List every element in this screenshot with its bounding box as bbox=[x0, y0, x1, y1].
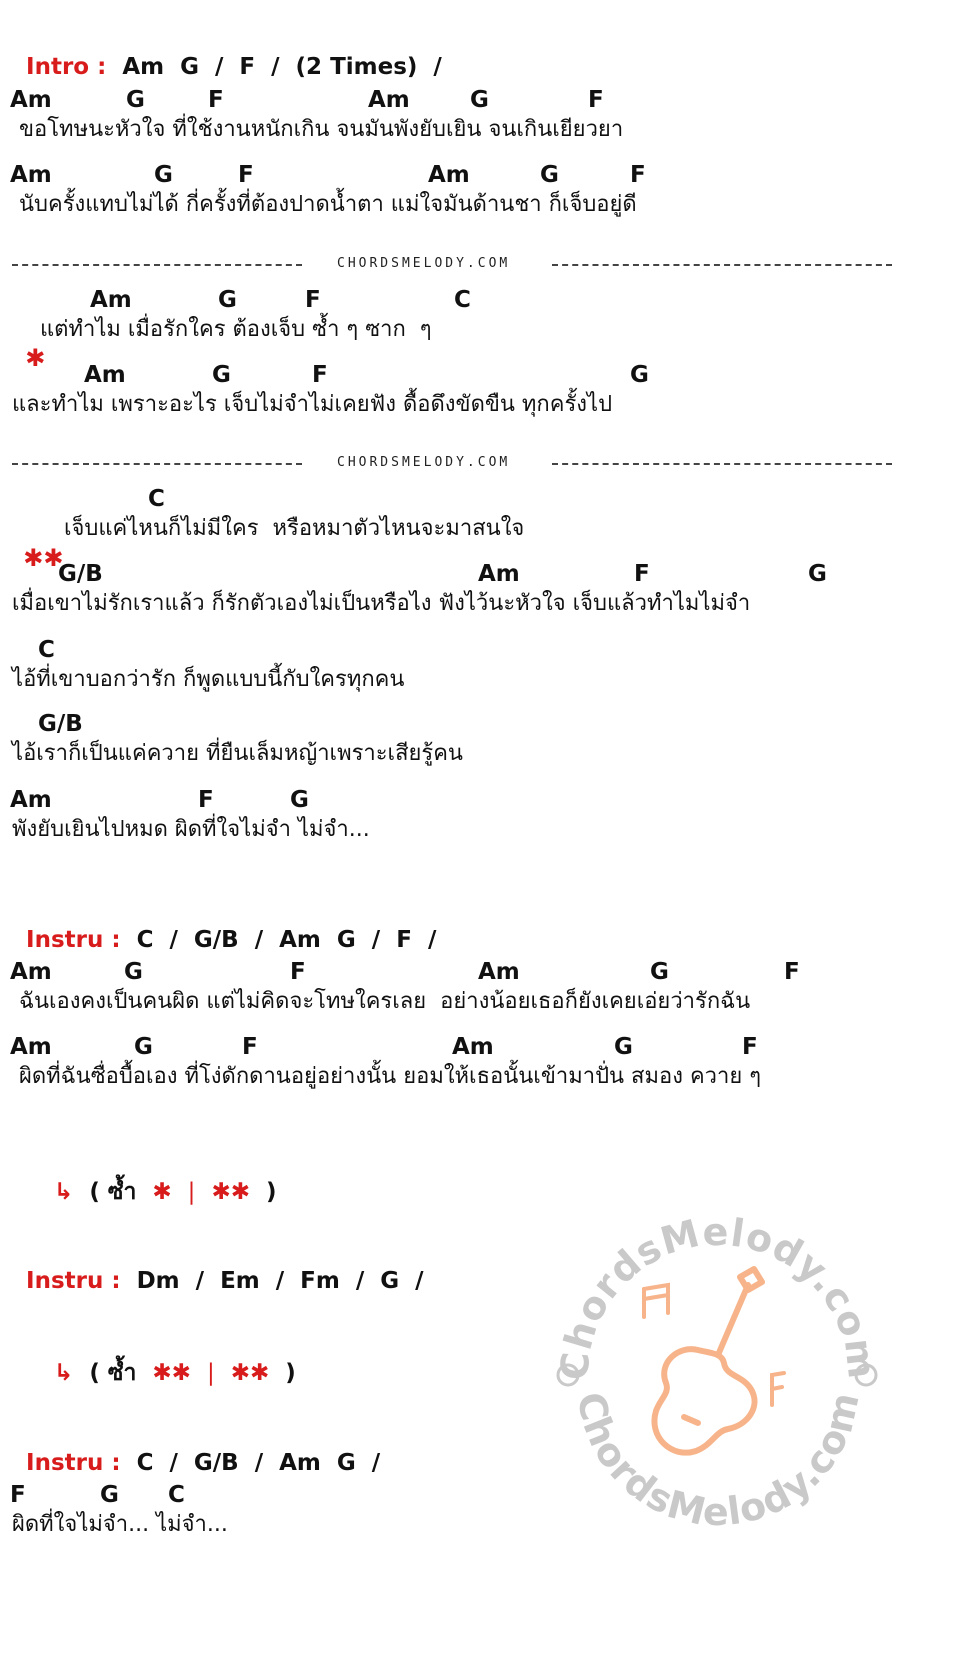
chord: F bbox=[630, 162, 646, 188]
chord: F bbox=[742, 1034, 758, 1060]
watermark-text-bottom: ChordsMelody.com bbox=[568, 1387, 868, 1535]
chord: Am bbox=[10, 87, 52, 113]
chord: Am bbox=[452, 1034, 494, 1060]
guitar-logo-icon bbox=[548, 1185, 888, 1545]
chord: G bbox=[154, 162, 173, 188]
chord: G bbox=[218, 287, 237, 313]
music-note-icon bbox=[644, 1285, 668, 1317]
repeat-instruction bbox=[38, 1328, 296, 1388]
double-asterisk-icon: ✱✱ bbox=[230, 1360, 270, 1386]
instru-label: Instru : bbox=[26, 1450, 121, 1476]
instru-line bbox=[10, 895, 436, 955]
instru-line bbox=[10, 1418, 380, 1478]
chord: Am bbox=[10, 959, 52, 985]
lyric-line: นับครั้งแทบไม่ได้ กี่ครั้งที่ต้องปาดน้ำตา แม่ใจมันด้านชา ก็เจ็บอยู่ดี bbox=[12, 192, 637, 217]
chord: F bbox=[198, 787, 214, 813]
chord: Am bbox=[10, 162, 52, 188]
guitar-icon bbox=[654, 1269, 762, 1453]
double-asterisk-icon: ✱✱ bbox=[211, 1179, 250, 1205]
divider-bar: | bbox=[206, 1360, 215, 1386]
chord: G bbox=[100, 1482, 119, 1508]
section-separator bbox=[12, 453, 892, 473]
instru-sequence: Dm / Em / Fm / G / bbox=[136, 1268, 424, 1294]
chord: F bbox=[208, 87, 224, 113]
chord: F bbox=[290, 959, 306, 985]
chordsmelody-watermark bbox=[548, 1185, 888, 1545]
chord: G bbox=[126, 87, 145, 113]
chord: C bbox=[168, 1482, 185, 1508]
chord: G bbox=[212, 362, 231, 388]
chord: G/B bbox=[58, 561, 103, 587]
chord: F bbox=[588, 87, 604, 113]
chord: F bbox=[10, 1482, 26, 1508]
return-arrow-icon: ↳ bbox=[54, 1360, 74, 1386]
chord: C bbox=[454, 287, 471, 313]
chord: F bbox=[242, 1034, 258, 1060]
chord: G/B bbox=[38, 711, 83, 737]
chord: F bbox=[238, 162, 254, 188]
chord: Am bbox=[368, 87, 410, 113]
instru-sequence: C / G/B / Am G / F / bbox=[136, 927, 437, 953]
repeat-close: ) bbox=[285, 1360, 296, 1386]
intro-sequence: Am G / F / (2 Times) / bbox=[122, 54, 442, 80]
repeat-instruction bbox=[38, 1147, 277, 1207]
chord: G bbox=[540, 162, 559, 188]
lyric-line: และทำไม เพราะอะไร เจ็บไม่จำไม่เคยฟัง ดื้อดึงขัดขืน ทุกครั้งไป bbox=[12, 392, 613, 417]
chord: Am bbox=[428, 162, 470, 188]
chorus-marker bbox=[8, 513, 63, 573]
double-asterisk-icon: ✱✱ bbox=[152, 1360, 191, 1386]
lyric-line: ไอ้ที่เขาบอกว่ารัก ก็พูดแบบนี้กับใครทุกคน bbox=[12, 667, 405, 692]
separator-brand: CHORDSMELODY.COM bbox=[337, 256, 511, 271]
chord: G bbox=[614, 1034, 633, 1060]
lyric-line: เจ็บแค่ไหนก็ไม่มีใคร หรือหมาตัวไหนจะมาสนใจ bbox=[64, 516, 525, 541]
chord: Am bbox=[84, 362, 126, 388]
chord: Am bbox=[10, 1034, 52, 1060]
lyric-line: ไอ้เราก็เป็นแค่ควาย ที่ยืนเล็มหญ้าเพราะเสียรู้คน bbox=[12, 741, 463, 766]
chord: G bbox=[470, 87, 489, 113]
chord: C bbox=[148, 486, 165, 512]
asterisk-icon: ✱ bbox=[25, 344, 46, 372]
repeat-close: ) bbox=[266, 1179, 277, 1205]
lyric-line: ผิดที่ฉันซื่อบื้อเอง ที่โง่ดักดานอยู่อย่างนั้น ยอมให้เธอนั้นเข้ามาปั่น สมอง ควาย ๆ bbox=[12, 1064, 762, 1089]
chord: G bbox=[290, 787, 309, 813]
asterisk-icon: ✱ bbox=[152, 1179, 172, 1205]
chord: G bbox=[134, 1034, 153, 1060]
repeat-open: ( ซ้ำ bbox=[89, 1179, 137, 1205]
lyric-line: ขอโทษนะหัวใจ ที่ใช้งานหนักเกิน จนมันพังยับเยิน จนเกินเยียวยา bbox=[12, 117, 624, 142]
chord: C bbox=[38, 637, 55, 663]
lyric-line: ฉันเองคงเป็นคนผิด แต่ไม่คิดจะโทษใครเลย อย่างน้อยเธอก็ยังเคยเอ่ยว่ารักฉัน bbox=[12, 989, 751, 1014]
lyric-line: ผิดที่ใจไม่จำ... ไม่จำ... bbox=[12, 1512, 228, 1537]
intro-label: Intro : bbox=[26, 54, 107, 80]
lyric-line: พังยับเยินไปหมด ผิดที่ใจไม่จำ ไม่จำ... bbox=[12, 817, 370, 842]
divider-bar: | bbox=[187, 1179, 196, 1205]
separator-brand: CHORDSMELODY.COM bbox=[337, 455, 511, 470]
instru-label: Instru : bbox=[26, 927, 121, 953]
instru-line bbox=[10, 1236, 424, 1296]
repeat-open: ( ซ้ำ bbox=[89, 1360, 137, 1386]
chord: G bbox=[630, 362, 649, 388]
lyric-line: แต่ทำไม เมื่อรักใคร ต้องเจ็บ ซ้ำ ๆ ซาก ๆ bbox=[40, 317, 432, 342]
section-separator bbox=[12, 254, 892, 274]
double-asterisk-icon: ✱✱ bbox=[23, 544, 64, 572]
chord: Am bbox=[90, 287, 132, 313]
watermark-text-top: ChordsMelody.com bbox=[552, 1209, 885, 1382]
svg-text:ChordsMelody.com bbox=[569, 1388, 868, 1534]
chord: F bbox=[634, 561, 650, 587]
chord: Am bbox=[478, 959, 520, 985]
return-arrow-icon: ↳ bbox=[54, 1179, 74, 1205]
intro-line bbox=[10, 22, 442, 82]
instru-label: Instru : bbox=[26, 1268, 121, 1294]
instru-sequence: C / G/B / Am G / bbox=[136, 1450, 381, 1476]
music-note-icon bbox=[772, 1373, 784, 1405]
chord: G bbox=[650, 959, 669, 985]
chord: Am bbox=[478, 561, 520, 587]
chord: G bbox=[124, 959, 143, 985]
chord: G bbox=[808, 561, 827, 587]
chord: F bbox=[305, 287, 321, 313]
chord: Am bbox=[10, 787, 52, 813]
chord: F bbox=[312, 362, 328, 388]
lyric-line: เมื่อเขาไม่รักเราแล้ว ก็รักตัวเองไม่เป็นหรือไง ฟังไว้นะหัวใจ เจ็บแล้วทำไมไม่จำ bbox=[12, 591, 751, 616]
chord: F bbox=[784, 959, 800, 985]
